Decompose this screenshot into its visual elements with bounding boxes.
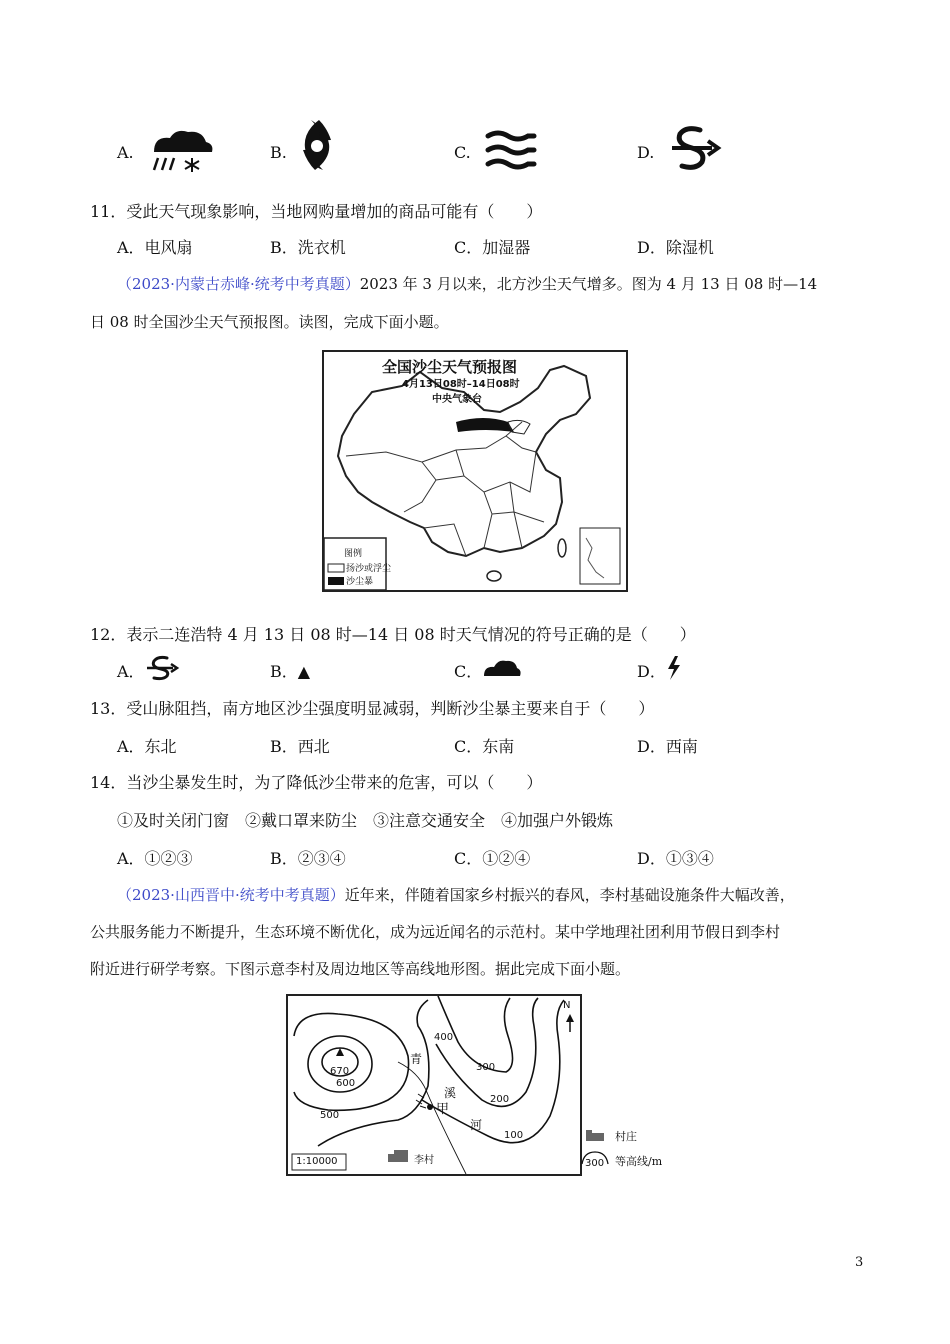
question-11-stem: 11．受此天气现象影响，当地网购量增加的商品可能有（ ） — [90, 202, 543, 221]
typhoon-icon — [297, 118, 337, 172]
legend-item-sandstorm: 沙尘暴 — [346, 577, 374, 587]
question-12-option-a: A． — [117, 662, 145, 681]
intro-text-line: 2023 年 3 月以来，北方沙尘天气增多。图为 4 月 13 日 08 时—14 — [359, 275, 818, 293]
map-issuer: 中央气象台 — [432, 394, 482, 405]
question-11-option-a: A．电风扇 — [117, 238, 193, 257]
option-b-label: B. — [270, 143, 287, 162]
peak-elevation: 670 — [330, 1066, 350, 1077]
contour-map — [286, 994, 582, 1176]
question-11-option-d: D．除湿机 — [637, 238, 714, 257]
question-14-stem: 14．当沙尘暴发生时，为了降低沙尘带来的危害，可以（ ） — [90, 773, 543, 792]
map-scale: 1:10000 — [296, 1156, 338, 1167]
legend-contour-label: 等高线/m — [615, 1155, 663, 1168]
question-12-option-c: C． — [454, 662, 483, 681]
question-13-option-b: B．西北 — [270, 737, 330, 756]
source-citation: （2023·内蒙古赤峰·统考中考真题） — [117, 275, 360, 293]
cloudy-icon — [482, 656, 522, 678]
north-label: N — [563, 1000, 571, 1011]
source-citation: （2023·山西晋中·统考中考真题） — [117, 886, 345, 904]
fog-icon — [484, 128, 540, 172]
contour-label-400: 400 — [434, 1032, 454, 1043]
map-subtitle: 4月13日08时–14日08时 — [402, 379, 520, 390]
question-13-option-d: D．西南 — [637, 737, 698, 756]
intro-text-line: 日 08 时全国沙尘天气预报图。读图，完成下面小题。 — [90, 313, 449, 331]
river-label: 河 — [470, 1118, 483, 1132]
lightning-icon — [664, 655, 684, 681]
contour-label-200: 200 — [490, 1094, 510, 1105]
legend-village-label: 村庄 — [615, 1130, 637, 1143]
river-label: 溪 — [444, 1086, 457, 1100]
question-14-option-a: A．①②③ — [117, 849, 193, 868]
question-13-stem: 13．受山脉阻挡，南方地区沙尘强度明显减弱，判断沙尘暴主要来自于（ ） — [90, 699, 655, 718]
village-legend-icon — [584, 1128, 608, 1142]
sandstorm-icon — [668, 124, 722, 172]
question-12-option-b: B．▲ — [270, 662, 311, 681]
legend-title: 图例 — [344, 549, 363, 559]
question-12-option-d: D． — [637, 662, 666, 681]
rain-snow-cloud-icon — [148, 126, 216, 174]
river-label: 青 — [410, 1052, 423, 1066]
question-13-option-c: C．东南 — [454, 737, 515, 756]
intro-text-line: 近年来，伴随着国家乡村振兴的春风，李村基础设施条件大幅改善， — [344, 886, 795, 904]
sandstorm-icon — [145, 655, 181, 681]
map-title: 全国沙尘天气预报图 — [382, 358, 518, 376]
question-11-option-b: B．洗衣机 — [270, 238, 346, 257]
contour-label-600: 600 — [336, 1078, 356, 1089]
intro-text-line: 公共服务能力不断提升，生态环境不断优化，成为远近闻名的示范村。某中学地理社团利用节假日到李村 — [90, 923, 781, 941]
question-14-option-c: C．①②④ — [454, 849, 531, 868]
option-d-label: D. — [637, 143, 655, 162]
option-c-label: C. — [454, 143, 471, 162]
question-14-items: ①及时关闭门窗 ②戴口罩来防尘 ③注意交通安全 ④加强户外锻炼 — [117, 811, 614, 830]
sandstorm-forecast-map — [322, 350, 628, 592]
question-12-stem: 12．表示二连浩特 4 月 13 日 08 时—14 日 08 时天气情况的符号正确的是（ ） — [90, 625, 696, 644]
page-number: 3 — [855, 1255, 864, 1270]
question-14-option-d: D．①③④ — [637, 849, 714, 868]
contour-label-100: 100 — [504, 1130, 524, 1141]
legend-contour-value: 300 — [585, 1158, 605, 1169]
question-13-option-a: A．东北 — [117, 737, 177, 756]
point-jia: 甲 — [436, 1102, 450, 1117]
contour-label-500: 500 — [320, 1110, 340, 1121]
village-label: 李村 — [414, 1155, 434, 1166]
contour-label-300: 300 — [476, 1062, 496, 1073]
question-14-option-b: B．②③④ — [270, 849, 346, 868]
legend-item-dust: 扬沙或浮尘 — [346, 564, 392, 574]
intro-text-line: 附近进行研学考察。下图示意李村及周边地区等高线地形图。据此完成下面小题。 — [90, 960, 631, 978]
question-11-option-c: C．加湿器 — [454, 238, 531, 257]
option-a-label: A. — [117, 143, 134, 162]
